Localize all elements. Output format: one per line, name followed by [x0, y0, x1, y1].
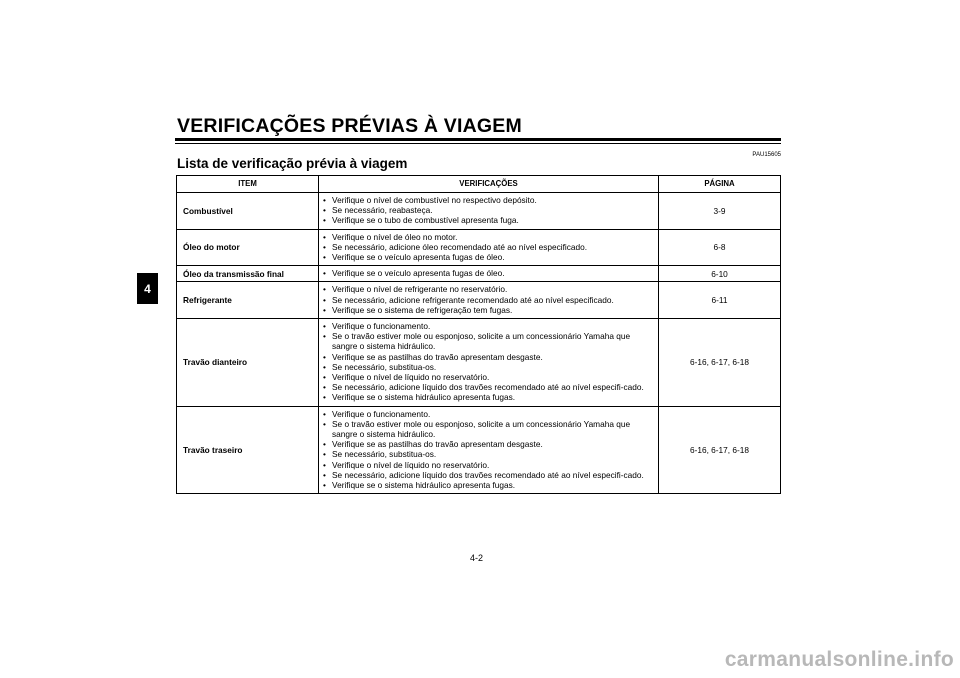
- chapter-tab: 4: [137, 273, 158, 304]
- checks-list: [319, 282, 658, 318]
- check-item: • Se necessário, adicione óleo recomendado até ao nível especificado.: [323, 242, 654, 252]
- check-item: • Verifique se as pastilhas do travão apresentam desgaste.: [323, 352, 654, 362]
- watermark: carmanualsonline.info: [724, 648, 954, 671]
- checks-list: [319, 193, 658, 229]
- check-item: • Se necessário, adicione líquido dos travões recomendado até ao nível especifi-cado.: [323, 470, 654, 480]
- check-item: • Verifique se o sistema hidráulico apresenta fugas.: [323, 480, 654, 490]
- row-checks-cell: [319, 193, 659, 230]
- check-item: • Verifique se o sistema de refrigeração tem fugas.: [323, 305, 654, 315]
- check-item: • Verifique se as pastilhas do travão apresentam desgaste.: [323, 439, 654, 449]
- checks-list: [319, 319, 658, 406]
- check-item: • Verifique se o sistema hidráulico apresenta fugas.: [323, 392, 654, 402]
- checks-list: [319, 266, 658, 281]
- row-item-name: Travão traseiro: [177, 406, 319, 494]
- row-item-name: Refrigerante: [177, 282, 319, 319]
- row-page-ref: 6-16, 6-17, 6-18: [659, 406, 781, 494]
- pre-ride-checklist-table: [176, 175, 781, 494]
- check-item: • Verifique o nível de refrigerante no reservatório.: [323, 284, 654, 294]
- page-title: VERIFICAÇÕES PRÉVIAS À VIAGEM: [177, 115, 522, 137]
- checks-list: [319, 407, 658, 494]
- check-item: • Se necessário, adicione refrigerante recomendado até ao nível especificado.: [323, 295, 654, 305]
- row-checks-cell: [319, 229, 659, 266]
- section-title: Lista de verificação prévia à viagem: [177, 156, 408, 171]
- row-checks-cell: [319, 319, 659, 407]
- row-item-name: Combustível: [177, 193, 319, 230]
- check-item: • Se necessário, reabasteça.: [323, 205, 654, 215]
- check-item: • Se necessário, substitua-os.: [323, 362, 654, 372]
- title-rule-thin: [175, 143, 781, 144]
- check-item: • Se necessário, adicione líquido dos travões recomendado até ao nível especifi-cado.: [323, 382, 654, 392]
- check-item: • Verifique o funcionamento.: [323, 321, 654, 331]
- check-item: • Verifique o nível de combustível no respectivo depósito.: [323, 195, 654, 205]
- row-page-ref: 3-9: [659, 193, 781, 230]
- check-item: • Verifique o funcionamento.: [323, 409, 654, 419]
- column-header-checks: VERIFICAÇÕES: [319, 176, 659, 193]
- row-page-ref: 6-8: [659, 229, 781, 266]
- column-header-item: ITEM: [177, 176, 319, 193]
- check-item: • Verifique se o tubo de combustível apresenta fuga.: [323, 215, 654, 225]
- check-item: • Se o travão estiver mole ou esponjoso, solicite a um concessionário Yamaha que sangre o sistema hidráulico.: [323, 331, 654, 351]
- check-item: • Verifique o nível de óleo no motor.: [323, 232, 654, 242]
- table-row: [177, 193, 781, 230]
- check-item: • Verifique o nível de líquido no reservatório.: [323, 372, 654, 382]
- table-row: [177, 229, 781, 266]
- row-page-ref: 6-16, 6-17, 6-18: [659, 319, 781, 407]
- row-item-name: Óleo da transmissão final: [177, 266, 319, 282]
- table-row: [177, 406, 781, 494]
- table-row: [177, 319, 781, 407]
- page-number: 4-2: [470, 553, 484, 563]
- check-item: • Verifique se o veículo apresenta fugas de óleo.: [323, 252, 654, 262]
- check-item: • Verifique se o veículo apresenta fugas de óleo.: [323, 268, 654, 278]
- row-item-name: Óleo do motor: [177, 229, 319, 266]
- checks-list: [319, 230, 658, 266]
- row-page-ref: 6-11: [659, 282, 781, 319]
- row-page-ref: 6-10: [659, 266, 781, 282]
- title-rule-thick: [175, 138, 781, 141]
- table-row: [177, 266, 781, 282]
- table-header-row: [177, 176, 781, 193]
- check-item: • Se o travão estiver mole ou esponjoso, solicite a um concessionário Yamaha que sangre o sistema hidráulico.: [323, 419, 654, 439]
- table-row: [177, 282, 781, 319]
- row-item-name: Travão dianteiro: [177, 319, 319, 407]
- row-checks-cell: [319, 266, 659, 282]
- row-checks-cell: [319, 406, 659, 494]
- row-checks-cell: [319, 282, 659, 319]
- reference-code: PAU15605: [752, 152, 781, 158]
- check-item: • Se necessário, substitua-os.: [323, 449, 654, 459]
- column-header-page: PÁGINA: [659, 176, 781, 193]
- check-item: • Verifique o nível de líquido no reservatório.: [323, 460, 654, 470]
